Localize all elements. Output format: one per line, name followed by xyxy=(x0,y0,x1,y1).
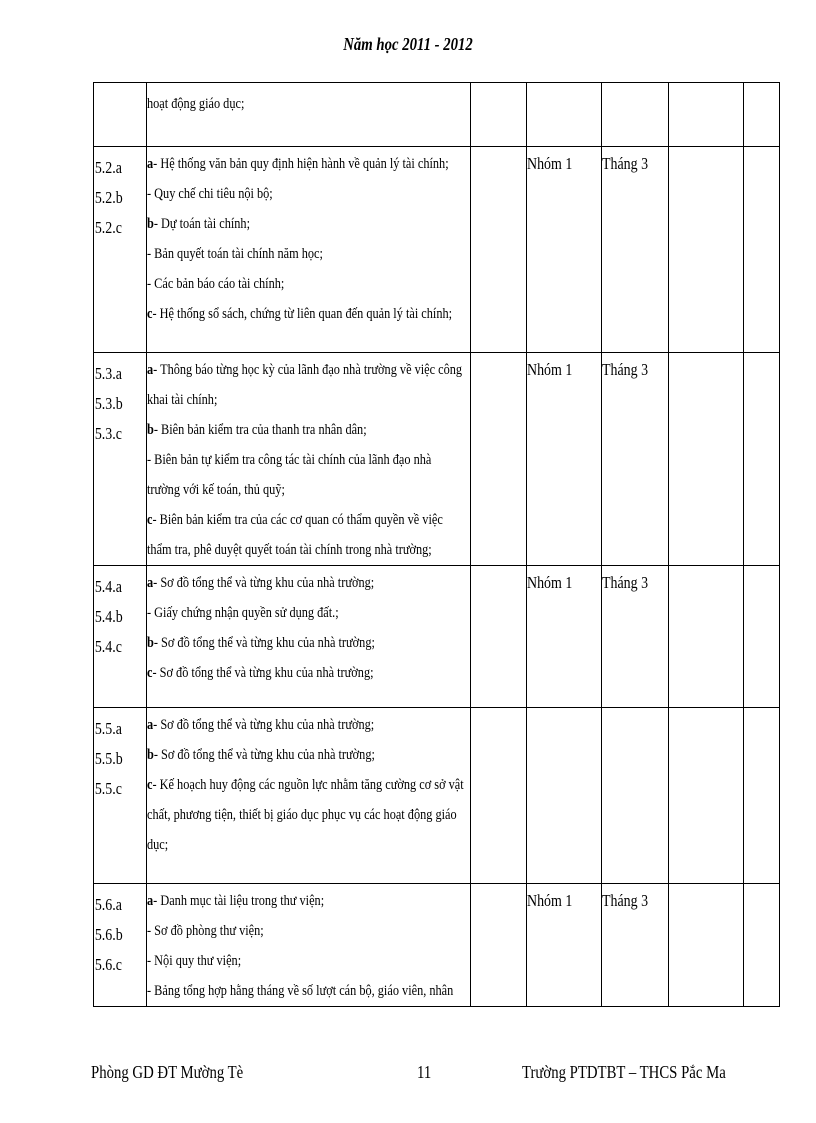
criterion-code: 5.6.b xyxy=(94,925,123,944)
evidence-text: thẩm tra, phê duyệt quyết toán tài chính trong nhà trường; xyxy=(147,542,432,558)
criterion-code: 5.2.a xyxy=(94,158,122,177)
evidence-line xyxy=(147,209,412,239)
evidence-text: - Hệ thống văn bản quy định hiện hành về quản lý tài chính; xyxy=(153,156,449,172)
deadline-month: Tháng 3 xyxy=(602,891,649,910)
evidence-line xyxy=(147,886,412,916)
evidence-prefix: c xyxy=(147,777,153,793)
evidence-text: - Sơ đồ tổng thể và từng khu của nhà trường; xyxy=(153,635,375,651)
evidence-line xyxy=(147,916,412,946)
evidence-text: - Bản quyết toán tài chính năm học; xyxy=(147,246,323,262)
evidence-text: - Sơ đồ phòng thư viện; xyxy=(147,923,264,939)
empty-cell xyxy=(669,708,744,884)
table-row xyxy=(94,884,780,1007)
empty-cell xyxy=(471,884,527,1007)
evidence-line xyxy=(147,179,412,209)
criterion-code: 5.5.c xyxy=(94,779,122,798)
evidence-text: dục; xyxy=(147,837,169,853)
evidence-prefix: a xyxy=(147,575,154,591)
empty-cell xyxy=(471,353,527,566)
evidence-text: - Biên bản kiểm tra của các cơ quan có thẩm quyền về việc xyxy=(152,512,443,528)
evidence-prefix: a xyxy=(147,362,154,378)
responsible-group-cell xyxy=(527,566,602,708)
empty-cell xyxy=(471,147,527,353)
page-header-title: Năm học 2011 - 2012 xyxy=(343,34,473,54)
evidence-line xyxy=(147,269,412,299)
evidence-prefix: c xyxy=(147,306,153,322)
evidence-line xyxy=(147,445,432,475)
criterion-code: 5.3.b xyxy=(94,394,123,413)
empty-cell xyxy=(669,353,744,566)
evidence-text: - Biên bản tự kiểm tra công tác tài chính của lãnh đạo nhà xyxy=(147,452,432,468)
evidence-line xyxy=(147,800,457,830)
deadline-month-cell xyxy=(602,147,669,353)
deadline-month-cell xyxy=(602,566,669,708)
evidence-text: - Biên bản kiểm tra của thanh tra nhân dân; xyxy=(153,422,367,438)
evidence-cell xyxy=(147,566,471,708)
evidence-line xyxy=(147,355,463,385)
evidence-line xyxy=(147,598,412,628)
criterion-codes-cell xyxy=(94,708,147,884)
criterion-codes-cell xyxy=(94,353,147,566)
evidence-cell xyxy=(147,83,471,147)
responsible-group-cell xyxy=(527,884,602,1007)
empty-cell xyxy=(669,884,744,1007)
evidence-text: - Quy chế chi tiêu nội bộ; xyxy=(147,186,273,202)
evidence-prefix: b xyxy=(147,747,154,763)
responsible-group-cell xyxy=(527,147,602,353)
evidence-text: - Nội quy thư viện; xyxy=(147,953,242,969)
evidence-line xyxy=(147,976,454,1006)
criterion-code: 5.5.b xyxy=(94,749,123,768)
criterion-code: 5.4.c xyxy=(94,637,122,656)
deadline-month-cell xyxy=(602,83,669,147)
evidence-line xyxy=(147,239,412,269)
empty-cell xyxy=(471,83,527,147)
evidence-line xyxy=(147,475,412,505)
responsible-group: Nhóm 1 xyxy=(527,891,573,910)
evidence-text: - Bảng tổng hợp hằng tháng về số lượt cán bộ, giáo viên, nhân xyxy=(147,983,454,999)
evidence-text: - Sơ đồ tổng thể và từng khu của nhà trường; xyxy=(153,747,375,763)
evidence-prefix: b xyxy=(147,635,154,651)
deadline-month-cell xyxy=(602,353,669,566)
criterion-code: 5.2.b xyxy=(94,188,123,207)
evidence-line xyxy=(147,89,412,119)
table-row xyxy=(94,566,780,708)
empty-cell xyxy=(744,83,780,147)
evidence-table xyxy=(93,82,780,1007)
footer-department: Phòng GD ĐT Mường Tè xyxy=(91,1062,244,1082)
empty-cell xyxy=(471,708,527,884)
criterion-code: 5.6.c xyxy=(94,955,122,974)
deadline-month: Tháng 3 xyxy=(602,573,649,592)
evidence-line xyxy=(147,658,412,688)
empty-cell xyxy=(669,83,744,147)
evidence-line xyxy=(147,740,412,770)
evidence-text: khai tài chính; xyxy=(147,392,218,408)
evidence-text: - Hệ thống sổ sách, chứng từ liên quan đến quản lý tài chính; xyxy=(152,306,453,322)
evidence-line xyxy=(147,149,449,179)
evidence-text: - Kế hoạch huy động các nguồn lực nhằm tăng cường cơ sở vật xyxy=(152,777,464,793)
empty-cell xyxy=(744,884,780,1007)
evidence-cell xyxy=(147,884,471,1007)
deadline-month-cell xyxy=(602,708,669,884)
empty-cell xyxy=(744,708,780,884)
responsible-group xyxy=(527,708,588,710)
evidence-prefix: a xyxy=(147,717,154,733)
evidence-prefix: a xyxy=(147,156,154,172)
responsible-group: Nhóm 1 xyxy=(527,154,573,173)
evidence-text: - Giấy chứng nhận quyền sử dụng đất.; xyxy=(147,605,339,621)
evidence-cell xyxy=(147,353,471,566)
deadline-month xyxy=(602,708,656,710)
table-row xyxy=(94,147,780,353)
table-row xyxy=(94,83,780,147)
evidence-line xyxy=(147,299,453,329)
evidence-text: - Dự toán tài chính; xyxy=(153,216,251,232)
criterion-code: 5.4.a xyxy=(94,577,122,596)
deadline-month-cell xyxy=(602,884,669,1007)
criterion-code: 5.3.a xyxy=(94,364,122,383)
evidence-text: trường với kế toán, thủ quỹ; xyxy=(147,482,285,498)
deadline-month: Tháng 3 xyxy=(602,360,649,379)
responsible-group-cell xyxy=(527,83,602,147)
criterion-code: 5.3.c xyxy=(94,424,122,443)
empty-cell xyxy=(744,147,780,353)
deadline-month: Tháng 3 xyxy=(602,154,649,173)
responsible-group-cell xyxy=(527,353,602,566)
evidence-prefix: c xyxy=(147,512,153,528)
evidence-line xyxy=(147,385,412,415)
criterion-code: 5.5.a xyxy=(94,719,122,738)
evidence-line xyxy=(147,770,464,800)
deadline-month xyxy=(602,83,656,85)
criterion-codes-cell xyxy=(94,83,147,147)
empty-cell xyxy=(669,147,744,353)
evidence-text: - Thông báo từng học kỳ của lãnh đạo nhà trường về việc công xyxy=(153,362,463,378)
responsible-group xyxy=(527,83,588,85)
criterion-codes-cell xyxy=(94,884,147,1007)
responsible-group: Nhóm 1 xyxy=(527,360,573,379)
footer-school: Trường PTDTBT – THCS Pắc Ma xyxy=(522,1062,726,1082)
evidence-prefix: b xyxy=(147,216,154,232)
empty-cell xyxy=(471,566,527,708)
criterion-codes-cell xyxy=(94,147,147,353)
evidence-prefix: c xyxy=(147,665,153,681)
empty-cell xyxy=(744,353,780,566)
evidence-line xyxy=(147,568,412,598)
evidence-text: - Sơ đồ tổng thể và từng khu của nhà trường; xyxy=(153,575,375,591)
criterion-code: 5.4.b xyxy=(94,607,123,626)
criterion-code: 5.6.a xyxy=(94,895,122,914)
evidence-text: - Sơ đồ tổng thể và từng khu của nhà trường; xyxy=(152,665,374,681)
evidence-prefix: b xyxy=(147,422,154,438)
evidence-line xyxy=(147,628,412,658)
empty-cell xyxy=(669,566,744,708)
criterion-codes-cell xyxy=(94,566,147,708)
criterion-code: 5.2.c xyxy=(94,218,122,237)
empty-cell xyxy=(744,566,780,708)
evidence-cell xyxy=(147,708,471,884)
evidence-text: hoạt động giáo dục; xyxy=(147,96,245,112)
evidence-prefix: a xyxy=(147,893,154,909)
evidence-cell xyxy=(147,147,471,353)
evidence-line xyxy=(147,946,412,976)
footer-page-number: 11 xyxy=(417,1062,432,1082)
evidence-line xyxy=(147,710,412,740)
evidence-text: - Danh mục tài liệu trong thư viện; xyxy=(153,893,325,909)
evidence-line xyxy=(147,505,443,535)
evidence-text: - Sơ đồ tổng thể và từng khu của nhà trường; xyxy=(153,717,375,733)
table-row xyxy=(94,353,780,566)
evidence-line xyxy=(147,535,432,565)
table-row xyxy=(94,708,780,884)
responsible-group-cell xyxy=(527,708,602,884)
responsible-group: Nhóm 1 xyxy=(527,573,573,592)
evidence-line xyxy=(147,415,412,445)
evidence-text: chất, phương tiện, thiết bị giáo dục phục vụ các hoạt động giáo xyxy=(147,807,457,823)
evidence-text: - Các bản báo cáo tài chính; xyxy=(147,276,285,292)
evidence-line xyxy=(147,830,412,860)
